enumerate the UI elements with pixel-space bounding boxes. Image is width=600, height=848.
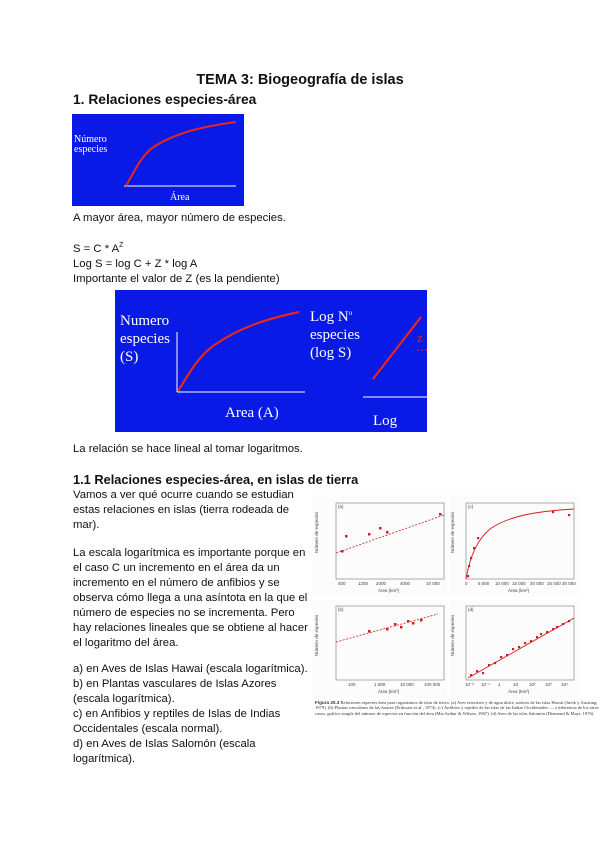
document-title: TEMA 3: Biogeografía de islas (196, 72, 404, 88)
species-area-curve-small (72, 114, 244, 206)
panel-xlabel: Área (km²) (508, 588, 530, 593)
left-ylabel-2: especies (120, 331, 170, 347)
right-ylabel-1 (310, 308, 352, 327)
formula-power-exponent: Z (119, 242, 124, 250)
text-line: A mayor área, mayor número de especies. (73, 212, 286, 224)
slope-label: z (417, 330, 423, 345)
panel-xtick: 1 000 (374, 682, 386, 687)
list-item: logarítmica). (73, 753, 136, 765)
panel-xtick: 100 000 (424, 682, 441, 687)
panel-xtick: 2000 (376, 581, 387, 586)
paragraph-line: mar). (73, 519, 100, 531)
panel-xtick: 10⁻¹ (481, 682, 490, 687)
left-xlabel: Area (A) (225, 405, 279, 421)
panel-xtick: 5 000 (478, 581, 490, 586)
paragraph-line: incremento en el número de anfibios y se (73, 577, 280, 589)
panel-tag: (b) (338, 607, 344, 612)
panel-tag: (c) (468, 504, 474, 509)
panel-xtick: 10² (529, 682, 536, 687)
paragraph-line: el caso C un incremento en el área da un (73, 562, 280, 574)
panel-tag: (a) (338, 504, 344, 509)
small-chart-xlabel: Área (170, 192, 190, 203)
panel-tag: (d) (468, 607, 474, 612)
left-ylabel-3: (S) (120, 349, 139, 365)
right-ylabel-1-base: Log N (310, 309, 349, 325)
panel-frame (336, 503, 444, 579)
list-item: a) en Aves de Islas Hawai (escala logarítmica). (73, 663, 308, 675)
section-heading: 1.1 Relaciones especies-área, en islas de tierra (73, 472, 359, 487)
panel-xtick: 30 000 (562, 581, 576, 586)
regression-line (336, 515, 444, 553)
figure-panel-a (312, 495, 447, 597)
panel-xtick: 1200 (358, 581, 369, 586)
list-item: c) en Anfibios y reptiles de Islas de Indias (73, 708, 281, 720)
list-item: (escala logarítmica). (73, 693, 175, 705)
list-item: b) en Plantas vasculares de Islas Azores (73, 678, 277, 690)
panel-frame (466, 503, 574, 579)
panel-xtick: 10 000 (400, 682, 414, 687)
paragraph-line: el logaritmo del área. (73, 637, 179, 649)
panel-frame (466, 606, 574, 680)
panel-ylabel: Número de especies (450, 511, 455, 553)
section-heading: 1. Relaciones especies-área (73, 92, 257, 107)
small-chart-ylabel-1: Número (74, 134, 107, 145)
species-area-slide-large (115, 290, 427, 448)
formula-power (73, 242, 123, 256)
log-linear-line (373, 317, 421, 379)
figure-panel-c (450, 495, 578, 597)
right-ylabel-2: especies (310, 327, 360, 343)
right-xlabel: Log Area (373, 413, 403, 448)
formula-log: Log S = log C + Z * log A (73, 258, 198, 270)
panel-xlabel: Área (km²) (508, 689, 530, 694)
panel-xtick: 15 000 (512, 581, 526, 586)
panel-xtick: 100 (348, 682, 356, 687)
figure-caption-text: Relaciones especies-área para organismos de islas de tierra. (a) Aves terrestres y de agua dulce, nativas de las islas Hawai (Juvik y Austring, 1979). (b) Plantas vasculares de las Azores (Eriksson et al., 1974). (c) Anfibios y reptiles de las islas de las Indias Occidentales — a diferencia de los otros casos, gráfico simple del número de especies en función del área (MacArthur & Wilson, 1967). (d) Aves de las islas Salomón (Diamond & Mayr, 1976). (315, 700, 599, 716)
panel-xtick: 10 000 (495, 581, 509, 586)
saturation-curve (466, 509, 574, 579)
list-item: Occidentales (escala normal). (73, 723, 223, 735)
panel-xtick: 10⁻² (465, 682, 474, 687)
formula-power-base: S = C * A (73, 243, 120, 255)
paragraph-line: hay relaciones lineales que se obtiene al hacer (73, 622, 308, 634)
left-ylabel-1: Numero (120, 313, 170, 329)
data-points (341, 513, 442, 553)
right-ylabel-1-superscript: o (348, 309, 353, 317)
panel-ylabel: Número de especies (314, 614, 319, 656)
right-ylabel-3: (log S) (310, 345, 352, 361)
panel-ylabel: Número de especies (314, 511, 319, 553)
figure-caption (315, 700, 600, 716)
panel-xtick: 10³ (545, 682, 552, 687)
panel-xtick: 10 (513, 682, 519, 687)
species-area-curve (178, 312, 299, 391)
panel-xtick: 0 (465, 581, 468, 586)
panel-xlabel: Área (km²) (378, 588, 400, 593)
text-line: Importante el valor de Z (es la pendiente) (73, 273, 280, 285)
figure-panel-d (450, 600, 578, 698)
paragraph-line: La escala logarítmica es importante porque en (73, 547, 306, 559)
paragraph-line: estas relaciones en islas (tierra rodeada de (73, 504, 290, 516)
paragraph-line: Vamos a ver qué ocurre cuando se estudian (73, 489, 294, 501)
panel-xtick: 25 000 (547, 581, 561, 586)
paragraph-line: número de especies no se incrementa. Pero (73, 607, 295, 619)
data-points (467, 511, 570, 577)
panel-xtick: 10⁴ (561, 682, 568, 687)
text-line: La relación se hace lineal al tomar logaritmos. (73, 443, 303, 455)
panel-xtick: 400 (338, 581, 346, 586)
figure-panel-b (312, 600, 447, 698)
list-item: d) en Aves de Islas Salomón (escala (73, 738, 256, 750)
small-chart-ylabel-2: especies (74, 144, 108, 155)
species-area-slide-small (72, 114, 244, 206)
panel-xtick: 4000 (400, 581, 411, 586)
figure-caption-label: Figura 20.3 (315, 700, 340, 705)
paragraph-line: observa cómo llega a una asíntota en la que el (73, 592, 308, 604)
panel-xtick: 1 (498, 682, 501, 687)
panel-xlabel: Área (km²) (378, 689, 400, 694)
panel-xtick: 20 000 (530, 581, 544, 586)
panel-ylabel: Número de especies (450, 614, 455, 656)
species-area-curve (126, 122, 236, 186)
panel-xtick: 10 000 (426, 581, 440, 586)
